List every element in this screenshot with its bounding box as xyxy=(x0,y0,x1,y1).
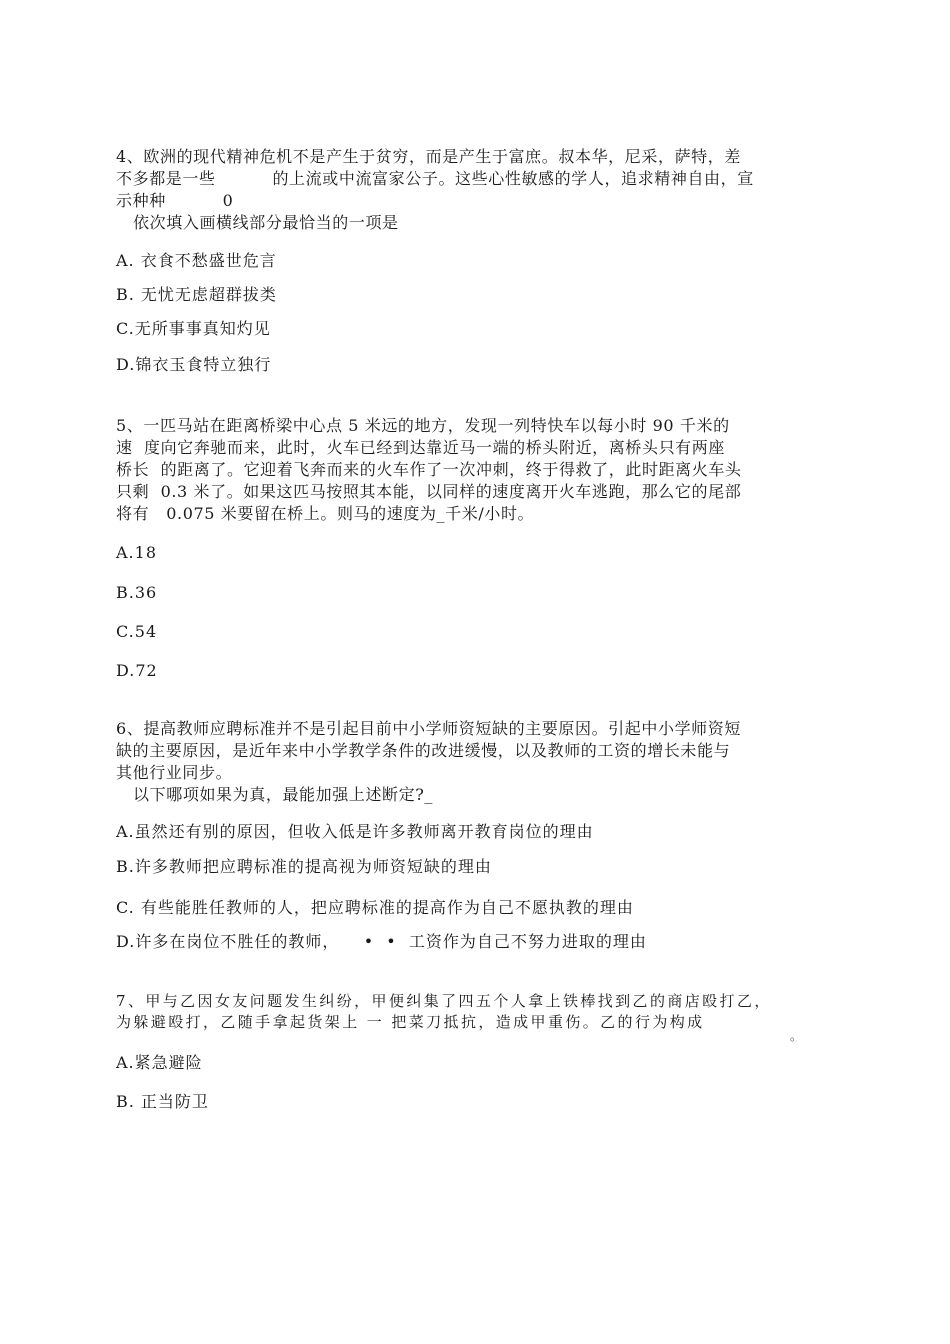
question-5-line-2: 速 度向它奔驰而来，此时，火车已经到达靠近马一端的桥头附近，离桥头只有两座 xyxy=(116,438,725,457)
question-6-line-1: 6、提高教师应聘标准并不是引起目前中小学师资短缺的主要原因。引起中小学师资短 xyxy=(116,719,741,738)
question-5-line-5: 将有 0.075 米要留在桥上。则马的速度为_千米/小时。 xyxy=(116,504,535,523)
question-5-option-d: D.72 xyxy=(116,661,158,680)
question-7-trailing-mark: 。 xyxy=(790,1029,803,1043)
question-5-line-1: 5、一匹马站在距离桥梁中心点 5 米远的地方，发现一列特快车以每小时 90 千米的 xyxy=(116,416,730,435)
question-4-line-2: 不多都是一些 的上流或中流富家公子。这些心性敏感的学人，追求精神自由，宣 xyxy=(116,169,754,188)
question-4-option-b: B. 无忧无虑超群拔类 xyxy=(116,285,277,304)
question-6-option-c: C. 有些能胜任教师的人，把应聘标准的提高作为自己不愿执教的理由 xyxy=(116,898,634,917)
question-4-prompt: 依次填入画横线部分最恰当的一项是 xyxy=(116,213,399,232)
question-7-option-b: B. 正当防卫 xyxy=(116,1092,209,1111)
question-6-option-a: A.虽然还有别的原因，但收入低是许多教师离开教育岗位的理由 xyxy=(116,822,594,841)
question-4-option-a: A. 衣食不愁盛世危言 xyxy=(116,251,277,270)
question-5-option-a: A.18 xyxy=(116,543,157,562)
question-5-line-3: 桥长 的距离了。它迎着飞奔而来的火车作了一次冲刺，终于得救了，此时距离火车头 xyxy=(116,460,742,479)
question-7-option-a: A.紧急避险 xyxy=(116,1053,203,1072)
question-5-option-b: B.36 xyxy=(116,583,158,602)
question-6-prompt: 以下哪项如果为真，最能加强上述断定?_ xyxy=(116,785,434,804)
question-6-line-2: 缺的主要原因，是近年来中小学教学条件的改进缓慢，以及教师的工资的增长未能与 xyxy=(116,741,731,760)
question-6-option-b: B.许多教师把应聘标准的提高视为师资短缺的理由 xyxy=(116,857,492,876)
question-4-option-c: C.无所事事真知灼见 xyxy=(116,319,271,338)
question-4-line-1: 4、欧洲的现代精神危机不是产生于贫穷，而是产生于富庶。叔本华，尼采，萨特，差 xyxy=(116,147,741,166)
question-5-line-4: 只剩 0.3 米了。如果这匹马按照其本能，以同样的速度离开火车逃跑，那么它的尾部 xyxy=(116,482,742,501)
question-4-line-3: 示种种 0 xyxy=(116,191,234,210)
question-7-line-1: 7、甲与乙因女友问题发生纠纷，甲便纠集了四五个人拿上铁棒找到乙的商店殴打乙， xyxy=(116,992,772,1010)
question-6-line-3: 其他行业同步。 xyxy=(116,763,233,782)
question-7-line-2: 为躲避殴打，乙随手拿起货架上 一 把菜刀抵抗，造成甲重伤。乙的行为构成 xyxy=(116,1013,705,1031)
question-5-option-c: C.54 xyxy=(116,622,158,641)
question-4-option-d: D.锦衣玉食特立独行 xyxy=(116,355,272,374)
question-6-option-d: D.许多在岗位不胜任的教师， • • 工资作为自己不努力进取的理由 xyxy=(116,932,647,951)
